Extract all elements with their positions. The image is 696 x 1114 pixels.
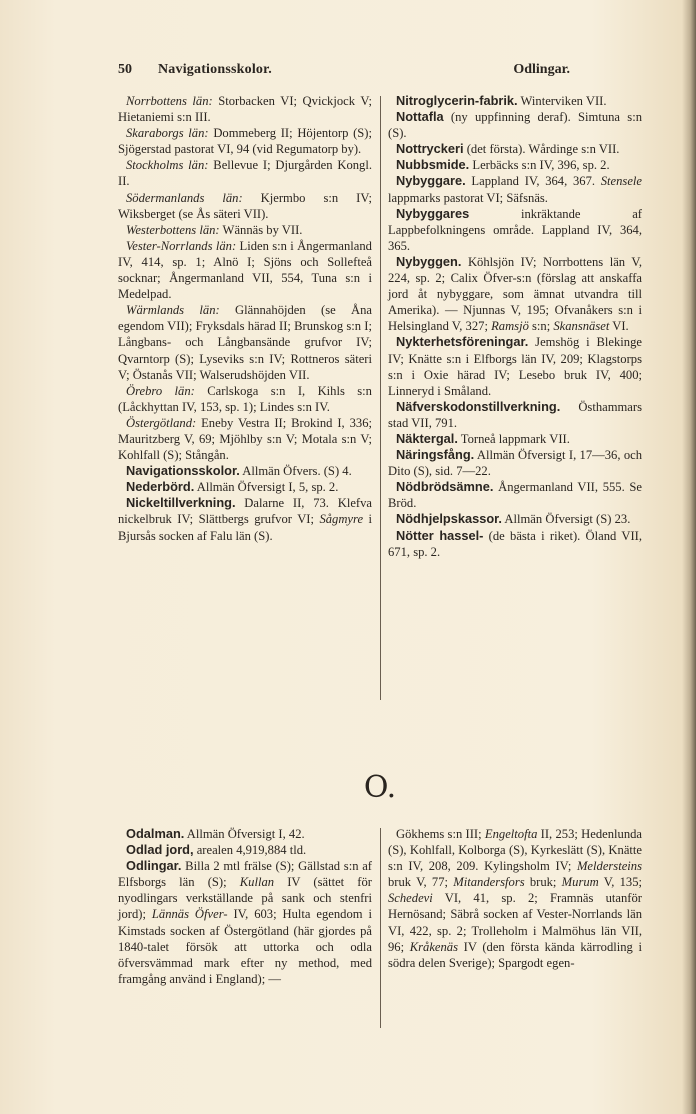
index-entry [388,528,642,560]
italic-place-name: Norrbottens län: [126,94,213,108]
entry-text: inkräktande af Lappbefolkningens område. Lappland IV, 364, 365. [388,206,642,253]
italic-place-name: Schedevi [388,891,433,906]
entry-headword: Nödbrödsämne. [396,479,494,495]
entry-text: Lappland IV, 364, 367. [465,174,601,189]
italic-place-name: Skaraborgs län: [126,126,209,141]
italic-place-name: Kullan [239,875,275,890]
index-entry [118,842,372,858]
entry-headword: Odalman. [126,826,185,841]
index-entry [388,511,642,527]
entry-headword: Odlingar. [126,858,182,874]
entry-text: Dommeberg II; Höjentorp (S); Sjögerstad pastorat VI, 94 (vid Regumatorp by). [118,126,372,157]
italic-place-name: Skansnäset [553,319,610,334]
italic-place-name: Östergötland: [126,415,197,430]
italic-place-name: Wärmlands län: [126,303,220,318]
index-entry [388,109,642,141]
entry-text: arealen 4,919,884 tld. [193,843,307,858]
italic-place-name: Kråkenäs [409,939,459,954]
entry-text: Kjermbo s:n IV; Wiksberget (se Ås säteri VII). [118,190,372,221]
entry-text: Torneå lappmark VII. [457,431,570,446]
entry-text: Ångermanland VII, 555. Se Bröd. [388,480,642,511]
column-upper-left [118,93,372,544]
entry-text: Billa 2 mtl frälse (S); Gällstad s:n af Elfsborgs län (S); [118,859,372,890]
running-header [118,62,570,84]
italic-place-name: Ramsjö [491,319,529,334]
entry-text: (det första). Wårdinge s:n VII. [463,142,620,157]
entry-text: (ny uppfinning deraf). Simtuna s:n (S). [388,110,642,141]
index-entry [118,495,372,543]
entry-text: Jemshög i Blekinge IV; Knätte s:n i Elfborgs län IV, 209; Klagstorps s:n i Oxie härad IV; Lesebo bruk IV, 400; Linneryd i Småland. [388,335,642,398]
entry-text: Allmän Öfversigt I, 42. [184,827,305,841]
entry-headword: Nitroglycerin-fabrik. [396,93,518,108]
entry-text: Storbacken VI; Qvickjock V; Hietaniemi s:n III. [118,94,372,125]
entry-text: IV, 603; Hulta egendom i Kimstads socken af Östergötland (här gjordes på 1840-talet försök att uttorka och odla öfversvämmad mark efter ny method, med framgång använd i England); — [118,907,372,986]
entry-text: Winterviken VII. [517,94,607,108]
left-running-head: Navigationsskolor. [158,62,272,77]
entry-headword: Nötter hassel- [396,527,484,543]
italic-place-name: Westerbottens län: [126,222,220,237]
entry-text: II, 253; Hedenlunda (S), Kohlfall, Kolborga (S), Kyrkeslätt (S), Knätte s:n IV, 208, 209. Kylingsholm IV; [388,827,642,874]
entry-text: Bellevue I; Djurgården Kongl. II. [118,158,372,189]
entry-text: Glännahöjden (se Åna egendom VII); Fryksdals härad II; Brunskog s:n I; Långbans- och Långbansände grufvor IV; Qvarntorp (S); Lyseviks s:n IV; Rottneros säteri V; Östanås VII; Walserudshöjden VII. [118,303,372,382]
italic-place-name: Engeltofta [484,827,538,841]
column-divider-upper [380,96,381,700]
entry-headword: Nödhjelpskassor. [396,511,502,527]
entry-text: Eneby Vestra II; Brokind I, 336; Mauritzberg V, 69; Mjöhlby s:n V; Motala s:n V; Kohlfall (S); Stångån. [118,415,372,463]
entry-text: Dalarne II, 73. Klefva nickelbruk IV; Slättbergs grufvor VI; [118,496,372,527]
entry-text: VI. [609,319,629,334]
italic-place-name: Mitandersfors [453,875,525,890]
index-entry [118,190,372,222]
index-entry [388,826,642,971]
entry-text: Liden s:n i Ångermanland IV, 414, sp. 1; Alnö I; Sjöns och Sollefteå socknar; Ångermanland VII, 554, Tuna s:n i Medelpad. [118,238,372,302]
entry-headword: Näktergal. [396,430,458,446]
index-entry [388,334,642,398]
index-entry [118,157,372,189]
index-entry [388,173,642,205]
entry-text: bruk V, 77; [388,875,454,890]
page-number: 50 [118,62,132,77]
entry-text: s:n; [528,319,554,334]
entry-headword: Nybyggen. [396,253,462,269]
entry-text: Köhlsjön IV; Norrbottens län V, 224, sp. 2; Calix Öfver-s:n (förslag att anskaffa jord åt nybyggare, som ämnat utvandra till Amerika). — Njunnas V, 195; Ofvanåkers s:n i Helsingland V, 327; [388,254,642,334]
italic-place-name: Murum [561,875,599,890]
index-entry [118,238,372,302]
column-divider-lower [380,828,381,1028]
entry-text: IV (sättet för nyodlingars verkställande på sank och stenfri jord); [118,875,372,922]
index-entry [118,125,372,157]
entry-text: Allmän Öfversigt I, 17—36, och Dito (S), sid. 7—22. [388,448,642,479]
column-lower-left [118,826,372,987]
italic-place-name: Stockholms län: [126,158,209,173]
index-entry [118,415,372,463]
column-lower-right [388,826,642,971]
index-entry [388,431,642,447]
entry-text: Östhammars stad VII, 791. [388,399,642,430]
index-entry [388,157,642,173]
index-entry [388,93,642,109]
entry-text: Wännäs by VII. [219,222,303,237]
italic-place-name: Vester-Norrlands län: [126,238,237,253]
index-entry [388,141,642,157]
entry-text: Allmän Öfvers. (S) 4. [239,464,352,479]
italic-place-name: Örebro län: [126,383,195,398]
italic-place-name: Sågmyre [319,512,364,527]
index-entry [118,383,372,415]
index-entry [118,858,372,987]
index-entry [118,302,372,382]
entry-headword: Nykterhetsföreningar. [396,334,529,350]
entry-headword: Navigationsskolor. [126,463,240,479]
italic-place-name: Stensele [600,174,642,189]
index-entry [118,222,372,238]
entry-headword: Nottafla [396,109,444,125]
section-letter: O. [363,770,397,805]
entry-headword: Nubbsmide. [396,157,470,173]
entry-text: Allmän Öfversigt I, 5, sp. 2. [194,480,339,495]
index-entry [118,479,372,495]
entry-headword: Nottryckeri [396,141,464,157]
entry-text: Gökhems s:n III; [396,827,485,841]
italic-place-name: Meldersteins [576,859,642,874]
entry-text: Carlskoga s:n I, Kihls s:n (Låckhyttan IV, 153, sp. 1); Lindes s:n IV. [118,383,372,414]
entry-text: Lerbäcks s:n IV, 396, sp. 2. [469,158,610,173]
index-entry [388,206,642,254]
entry-headword: Näringsfång. [396,447,475,463]
right-running-head: Odlingar. [513,62,570,77]
entry-headword: Nederbörd. [126,479,195,495]
entry-text: bruk; [524,875,562,890]
page-edge-shadow [682,0,696,1114]
entry-headword: Nickeltillverkning. [126,495,236,511]
entry-text: VI, 41, sp. 2; Framnäs utanför Hernösand; Säbrå socken af Vester-Norrlands län VI, 422, sp. 2; Trolleholm i Malmöhus län VII, 96; [388,891,642,954]
index-entry [118,826,372,842]
entry-headword: Nybyggare. [396,173,466,189]
entry-text: IV (den första kända kärrodling i södra delen Sverige); Spargodt egen- [388,939,642,970]
entry-text: Allmän Öfversigt (S) 23. [501,512,631,527]
index-entry [388,254,642,334]
index-entry [388,399,642,431]
entry-headword: Odlad jord, [126,842,194,858]
entry-text: i Bjursås socken af Falu län (S). [118,512,372,543]
column-upper-right [388,93,642,560]
entry-text: V, 135; [598,875,642,890]
italic-place-name: Södermanlands län: [126,190,243,205]
entry-text: (de bästa i riket). Öland VII, 671, sp. 2. [388,528,642,559]
index-entry [118,463,372,479]
entry-headword: Nybyggares [396,205,470,221]
index-entry [388,479,642,511]
entry-headword: Näfverskodonstillverkning. [396,398,561,414]
italic-place-name: Lännäs Öfver- [151,907,228,922]
index-entry [118,93,372,125]
index-entry [388,447,642,479]
entry-text: lappmarks pastorat VI; Säfsnäs. [388,190,548,205]
